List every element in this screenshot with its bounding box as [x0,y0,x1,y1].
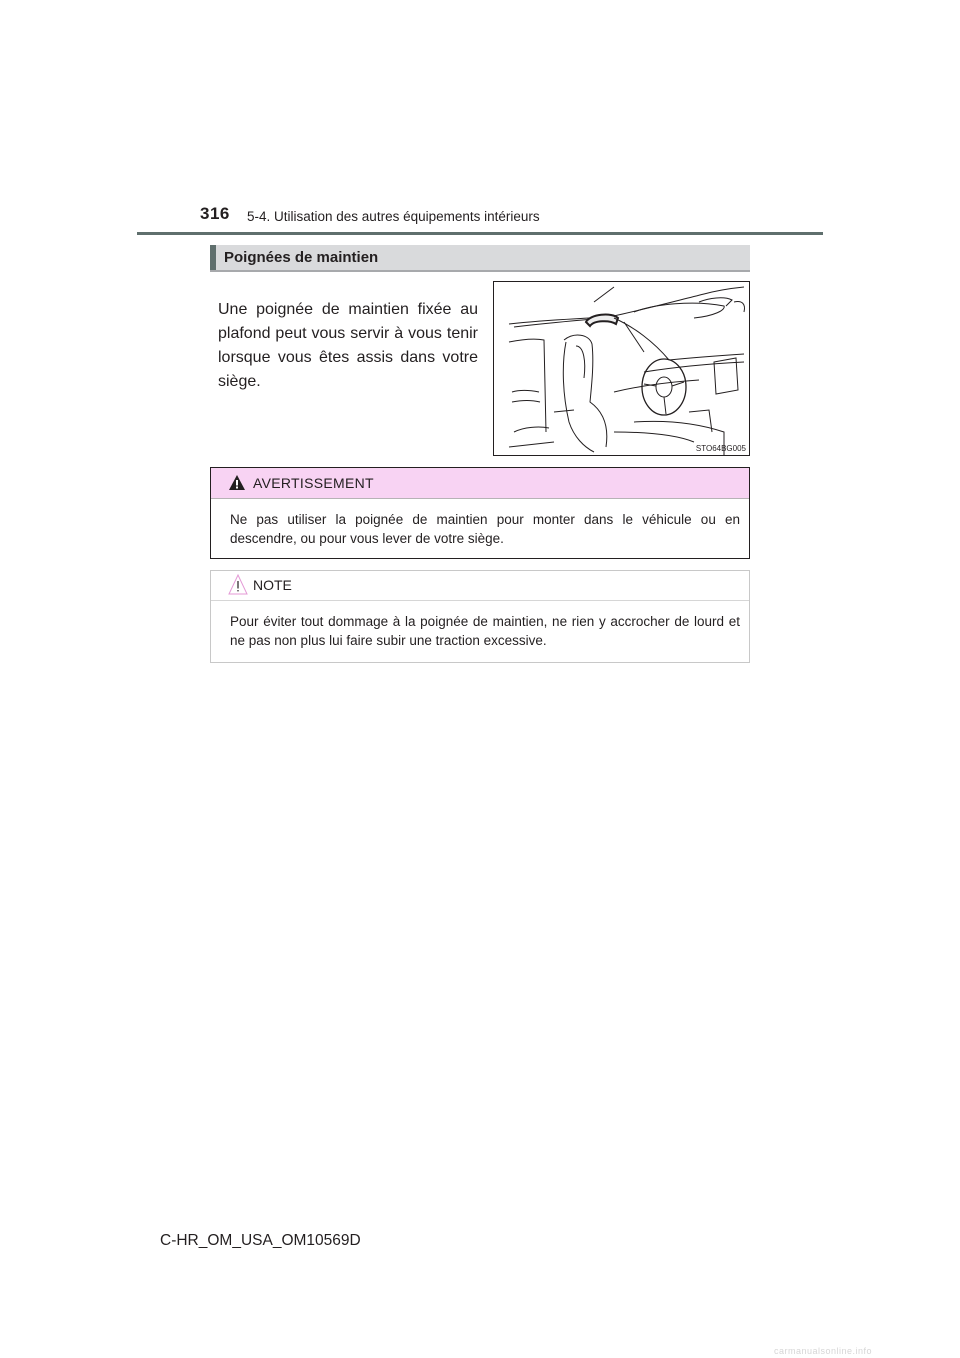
figure-code: STO64BG005 [695,444,746,453]
watermark: carmanualsonline.info [774,1346,873,1356]
section-body-text: Une poignée de maintien fixée au plafond peut vous servir à vous tenir lorsque vous êtes assis dans votre siège. [218,301,478,390]
header-rule [137,232,823,235]
document-code: C-HR_OM_USA_OM10569D [160,1232,361,1249]
note-box [210,570,750,663]
note-text: Pour éviter tout dommage à la poignée de maintien, ne rien y accrocher de lourd et ne pas non plus lui faire subir une traction excessive. [230,614,740,648]
note-header [211,571,749,601]
warning-header [211,468,749,499]
note-title: NOTE [253,577,292,593]
warning-triangle-icon [228,474,246,491]
warning-box [210,467,750,559]
page-number: 316 [200,204,230,223]
grab-handle-illustration [493,281,750,456]
section-heading-label: Poignées de maintien [224,249,379,266]
section-heading-bar [210,245,216,270]
section-heading [210,245,750,272]
warning-title: AVERTISSEMENT [253,475,374,491]
caution-outline-icon [228,574,248,596]
car-interior-drawing [494,282,750,456]
chapter-title: 5-4. Utilisation des autres équipements intérieurs [247,209,540,224]
warning-text: Ne pas utiliser la poignée de maintien pour monter dans le véhicule ou en descendre, ou pour vous lever de votre siège. [230,512,740,546]
